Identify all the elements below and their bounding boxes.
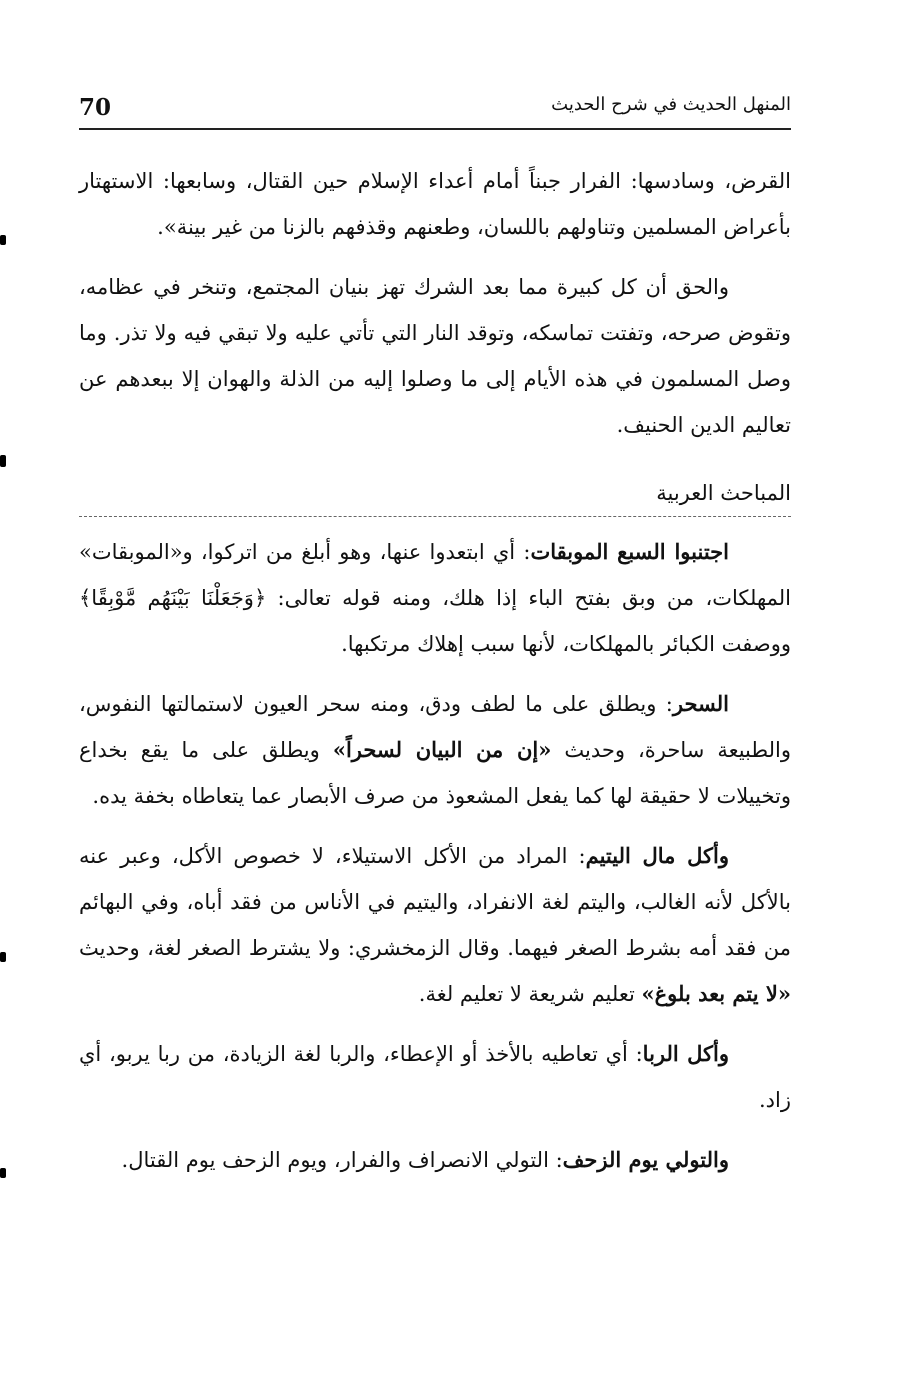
hadith-quote: «لا يتم بعد بلوغ»: [641, 981, 791, 1006]
scan-edge-mark: [0, 235, 6, 245]
page-number: 70: [79, 94, 112, 121]
entry-text: ويطلق على ما يقع بخداع وتخييلات لا حقيقة لها كما يفعل المشعوذ من صرف الأبصار عما يتعاطاه بخفة يده.: [79, 738, 791, 808]
entry-term: وأكل مال اليتيم: [585, 843, 729, 868]
section-heading: المباحث العربية: [79, 476, 791, 517]
page-body: [79, 158, 791, 1197]
entry-text: : ويطلق على ما لطف ودق، ومنه سحر العيون لاستمالتها النفوس، والطبيعة ساحرة، وحديث: [79, 692, 791, 762]
entry-term: وأكل الربا: [642, 1041, 729, 1066]
body-paragraph: والحق أن كل كبيرة مما بعد الشرك تهز بنيان المجتمع، وتنخر في عظامه، وتقوض صرحه، وتفتت تماسكه، وتوقد النار التي تأتي عليه ولا تبقي فيه ولا تذر. وما وصل المسلمون في هذه الأيام إلى ما وصلوا إليه من الذلة والهوان إلا ببعدهم عن تعاليم الدين الحنيف.: [79, 275, 791, 437]
page-header: [79, 92, 791, 130]
entry-text: : أي ابتعدوا عنها، وهو أبلغ من اتركوا، و«الموبقات» المهلكات، من وبق بفتح الباء إذا هلك، ومنه قوله تعالى: ﴿وَجَعَلْنَا بَيْنَهُم مَّوْبِقًا﴾ ووصفت الكبائر بالمهلكات، لأنها سبب إهلاك مرتكبها.: [79, 540, 791, 656]
scan-edge-mark: [0, 952, 6, 962]
glossary-entry: [79, 1031, 791, 1123]
glossary-entry: [79, 833, 791, 1017]
entry-text: : التولي الانصراف والفرار، ويوم الزحف يوم القتال.: [121, 1148, 563, 1172]
hadith-quote: «إن من البيان لسحراً»: [332, 737, 552, 762]
entry-term: اجتنبوا السبع الموبقات: [530, 539, 729, 564]
running-title: المنهل الحديث في شرح الحديث: [551, 94, 791, 115]
entry-text: : أي تعاطيه بالأخذ أو الإعطاء، والربا لغة الزيادة، من ربا يربو، أي زاد.: [79, 1042, 791, 1112]
entry-text: تعليم شريعة لا تعليم لغة.: [418, 982, 642, 1006]
scan-edge-mark: [0, 455, 6, 467]
glossary-entry: [79, 529, 791, 667]
body-paragraph: القرض، وسادسها: الفرار جبناً أمام أعداء الإسلام حين القتال، وسابعها: الاستهتار بأعراض المسلمين وتناولهم باللسان، وطعنهم وقذفهم بالزنا من غير بينة».: [79, 169, 791, 239]
entry-text: : المراد من الأكل الاستيلاء، لا خصوص الأكل، وعبر عنه بالأكل لأنه الغالب، واليتم لغة الانفراد، واليتيم في الأناس من فقد أباه، وفي البهائم من فقد أمه بشرط الصغر فيهما. وقال الزمخشري: ولا يشترط الصغر لغة، وحديث: [79, 844, 791, 960]
entry-term: والتولي يوم الزحف: [562, 1147, 729, 1172]
entry-term: السحر: [672, 691, 729, 716]
scan-edge-mark: [0, 1168, 6, 1178]
glossary-entry: [79, 1137, 791, 1183]
glossary-entry: [79, 681, 791, 819]
